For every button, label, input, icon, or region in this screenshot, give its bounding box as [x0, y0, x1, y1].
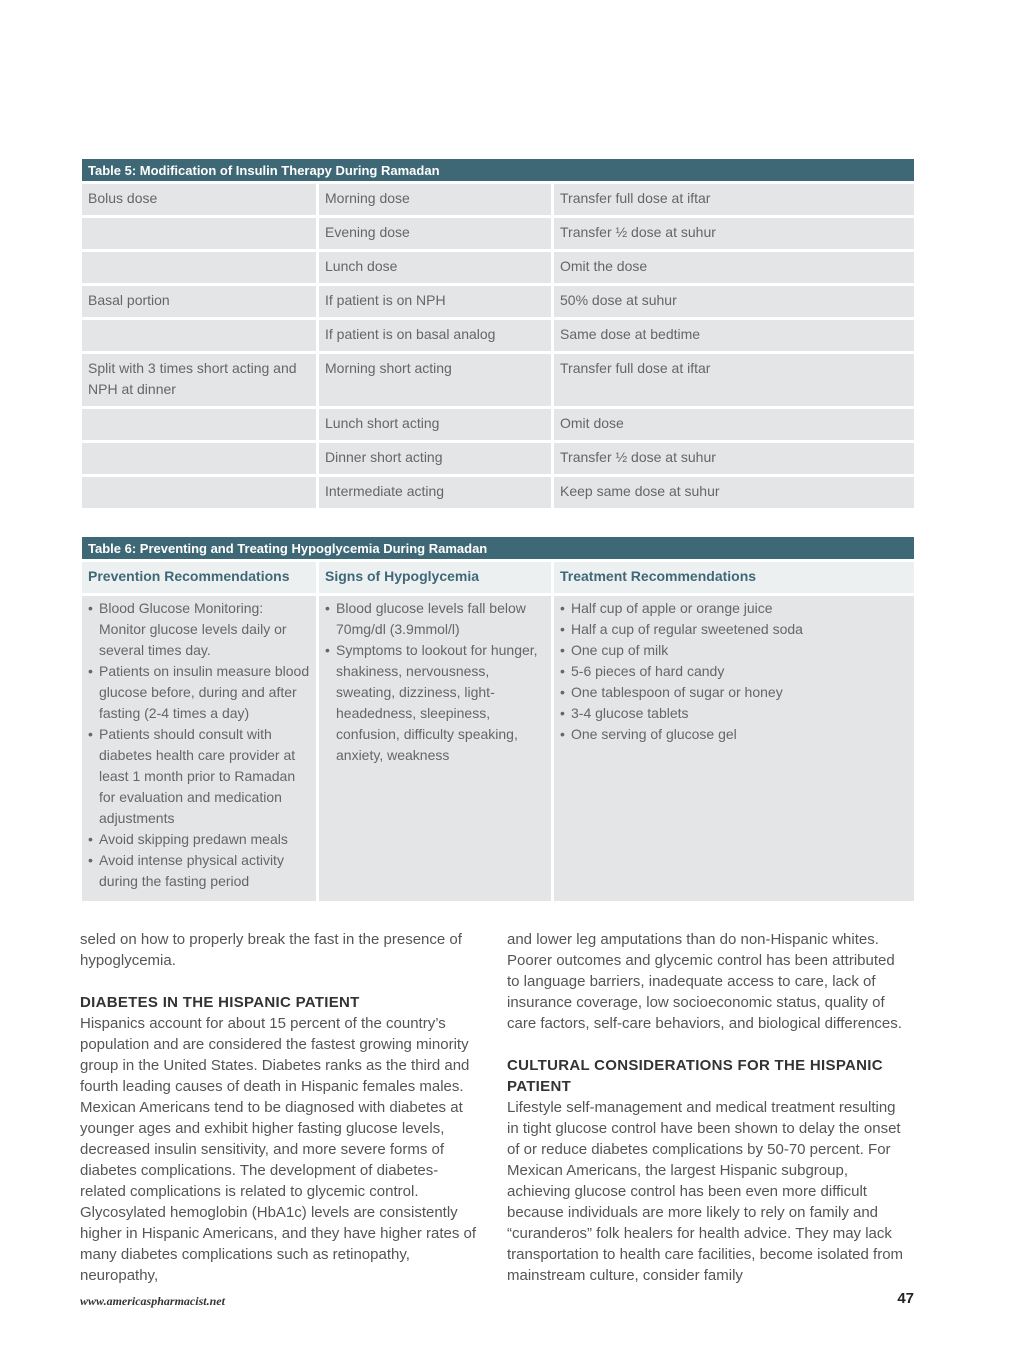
table6-title: Table 6: Preventing and Treating Hypoglycemia During Ramadan: [82, 537, 914, 559]
column-header: Signs of Hypoglycemia: [319, 562, 551, 593]
list-item: • One cup of milk: [560, 640, 908, 661]
signs-cell: [319, 596, 551, 901]
paragraph: Lifestyle self-management and medical treatment resulting in tight glucose control have been shown to delay the onset of or reduce diabetes complications by 50-70 percent. For Mexican Americans, the largest Hispanic subgroup, achieving glucose control has been even more difficult because individuals are more likely to rely on family and “curanderos” folk healers for health advice. They may lack transportation to health care facilities, become isolated from mainstream culture, consider family: [507, 1099, 904, 1284]
table-row: [82, 596, 914, 901]
prevention-cell: [82, 596, 316, 901]
list-item: • 5-6 pieces of hard candy: [560, 661, 908, 682]
table-cell: Split with 3 times short acting and NPH at dinner: [82, 354, 316, 406]
table-cell: Keep same dose at suhur: [554, 477, 914, 508]
table-cell: Dinner short acting: [319, 443, 551, 474]
table-row: [82, 477, 914, 508]
table-cell: [82, 409, 316, 440]
list-item: • 3-4 glucose tablets: [560, 703, 908, 724]
list-item: • One serving of glucose gel: [560, 724, 908, 745]
table-row: [82, 184, 914, 215]
list-item: • Avoid intense physical activity during the fasting period: [88, 850, 310, 892]
table-cell: 50% dose at suhur: [554, 286, 914, 317]
list-item: • Blood glucose levels fall below 70mg/dl (3.9mmol/l): [325, 598, 545, 640]
treatment-list: [560, 598, 908, 745]
table-cell: Bolus dose: [82, 184, 316, 215]
column-header: Treatment Recommendations: [554, 562, 914, 593]
table-row: [82, 354, 914, 406]
signs-list: [325, 598, 545, 766]
section-heading: CULTURAL CONSIDERATIONS FOR THE HISPANIC PATIENT: [507, 1057, 883, 1095]
table-cell: If patient is on basal analog: [319, 320, 551, 351]
table-cell: [82, 477, 316, 508]
table-hypoglycemia: [82, 537, 914, 901]
treatment-cell: [554, 596, 914, 901]
table-cell: Lunch dose: [319, 252, 551, 283]
table-cell: Morning short acting: [319, 354, 551, 406]
table-cell: Omit dose: [554, 409, 914, 440]
column-header: Prevention Recommendations: [82, 562, 316, 593]
table-row: [82, 409, 914, 440]
table-cell: Transfer full dose at iftar: [554, 184, 914, 215]
table-cell: [82, 252, 316, 283]
table-cell: Morning dose: [319, 184, 551, 215]
table-cell: Basal portion: [82, 286, 316, 317]
list-item: • Blood Glucose Monitoring: Monitor glucose levels daily or several times day.: [88, 598, 310, 661]
article-column-left: [80, 929, 482, 1286]
list-item: • Half cup of apple or orange juice: [560, 598, 908, 619]
list-item: • One tablespoon of sugar or honey: [560, 682, 908, 703]
paragraph: seled on how to properly break the fast in the presence of hypoglycemia.: [80, 931, 462, 969]
article-column-right: [507, 929, 909, 1286]
table5-title: Table 5: Modification of Insulin Therapy During Ramadan: [82, 159, 914, 181]
table-cell: [82, 320, 316, 351]
list-item: • Patients on insulin measure blood glucose before, during and after fasting (2-4 times a day): [88, 661, 310, 724]
table-cell: If patient is on NPH: [319, 286, 551, 317]
list-item: • Symptoms to lookout for hunger, shakiness, nervousness, sweating, dizziness, light-headedness, sleepiness, confusion, difficulty speaking, anxiety, weakness: [325, 640, 545, 766]
table-cell: Evening dose: [319, 218, 551, 249]
table-cell: Omit the dose: [554, 252, 914, 283]
table-cell: Lunch short acting: [319, 409, 551, 440]
table-header-row: [82, 562, 914, 593]
table-cell: [82, 218, 316, 249]
list-item: • Patients should consult with diabetes health care provider at least 1 month prior to Ramadan for evaluation and medication adjustments: [88, 724, 310, 829]
page-number: 47: [897, 1290, 914, 1307]
table-row: [82, 443, 914, 474]
prevention-list: [88, 598, 310, 892]
footer-url[interactable]: www.americaspharmacist.net: [80, 1294, 225, 1308]
table-insulin-modification: [82, 159, 914, 508]
table-cell: Intermediate acting: [319, 477, 551, 508]
paragraph: and lower leg amputations than do non-Hispanic whites. Poorer outcomes and glycemic control has been attributed to language barriers, inadequate access to care, lack of insurance coverage, low socioeconomic status, quality of care factors, self-care behaviors, and biological differences.: [507, 931, 902, 1032]
list-item: • Half a cup of regular sweetened soda: [560, 619, 908, 640]
table-cell: Transfer full dose at iftar: [554, 354, 914, 406]
table-cell: Same dose at bedtime: [554, 320, 914, 351]
table-row: [82, 320, 914, 351]
list-item: • Avoid skipping predawn meals: [88, 829, 310, 850]
table-row: [82, 286, 914, 317]
table-cell: [82, 443, 316, 474]
table-cell: Transfer ½ dose at suhur: [554, 218, 914, 249]
table-row: [82, 252, 914, 283]
table-row: [82, 218, 914, 249]
table-cell: Transfer ½ dose at suhur: [554, 443, 914, 474]
paragraph: Hispanics account for about 15 percent of the country’s population and are considered the fastest growing minority group in the United States. Diabetes ranks as the third and fourth leading causes of death in Hispanic females males. Mexican Americans tend to be diagnosed with diabetes at younger ages and exhibit higher fasting glucose levels, decreased insulin sensitivity, and more severe forms of diabetes complications. The development of diabetes-related complications is related to glycemic control. Glycosylated hemoglobin (HbA1c) levels are consistently higher in Hispanic Americans, and they have higher rates of many diabetes complications such as retinopathy, neuropathy,: [80, 1015, 477, 1284]
section-heading: DIABETES IN THE HISPANIC PATIENT: [80, 994, 360, 1011]
